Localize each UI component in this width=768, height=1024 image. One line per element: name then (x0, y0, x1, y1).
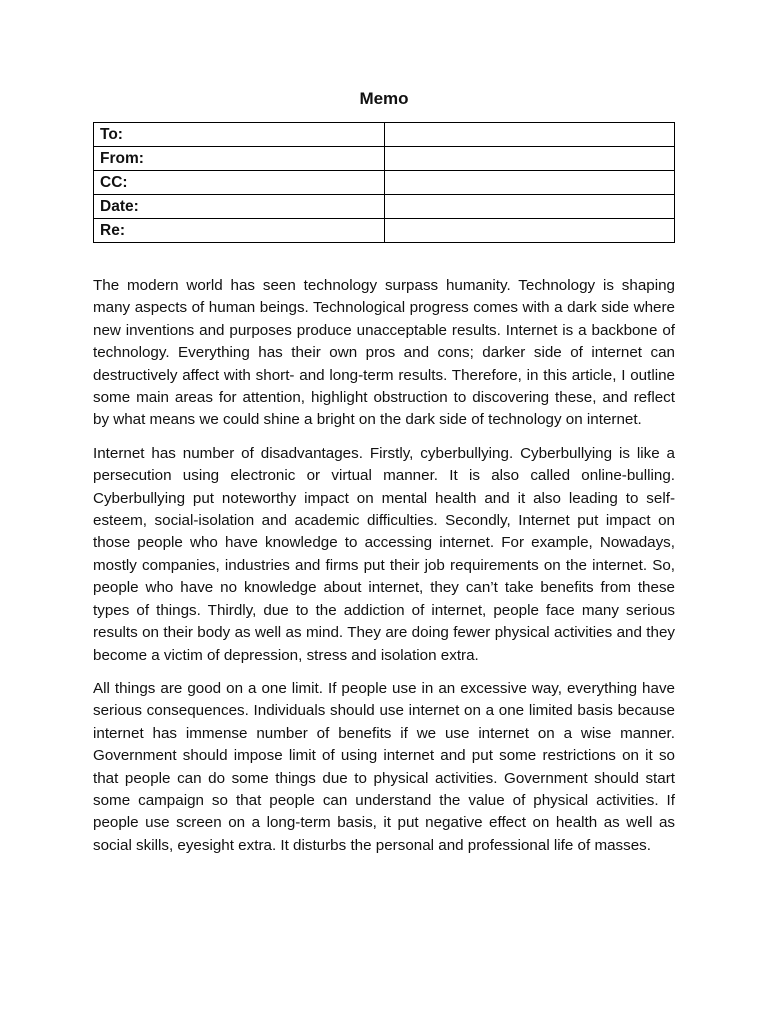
memo-field-value-re[interactable] (385, 219, 675, 243)
memo-paragraph-conclusion: All things are good on a one limit. If people use in an excessive way, everything have serious consequences. Individuals should use internet on a one limited basis because internet has immense number of benefits if we use internet on a wise manner. Government should impose limit of using internet and put some restrictions on it so that people can do some things due to physical activities. Government should start some campaign so that people can understand the value of physical activities. If people use screen on a long-term basis, it put negative effect on health as well as social skills, eyesight extra. It disturbs the personal and professional life of masses. (93, 679, 675, 854)
memo-field-value-to[interactable] (385, 123, 675, 147)
memo-field-value-cc[interactable] (385, 171, 675, 195)
memo-header-table (93, 122, 675, 243)
memo-field-row-from (94, 147, 675, 171)
memo-field-label-to: To: (94, 123, 385, 147)
memo-field-label-re: Re: (94, 219, 385, 243)
memo-page (93, 86, 675, 868)
memo-paragraph-intro: The modern world has seen technology surpass humanity. Technology is shaping many aspects of human beings. Technological progress comes with a dark side where new inventions and purposes produce unacceptable results. Internet is a backbone of technology. Everything has their own pros and cons; darker side of internet can destructively affect with short- and long-term results. Therefore, in this article, I outline some main areas for attention, highlight obstruction to discovering these, and reflect by what means we could shine a bright on the dark side of technology on internet. (93, 277, 675, 429)
memo-field-row-re (94, 219, 675, 243)
memo-field-row-cc (94, 171, 675, 195)
memo-field-value-date[interactable] (385, 195, 675, 219)
memo-field-label-date: Date: (94, 195, 385, 219)
memo-body (93, 275, 675, 857)
memo-field-row-to (94, 123, 675, 147)
memo-field-value-from[interactable] (385, 147, 675, 171)
memo-field-label-from: From: (94, 147, 385, 171)
memo-paragraph-disadvantages: Internet has number of disadvantages. Firstly, cyberbullying. Cyberbullying is like a persecution using electronic or virtual manner. It is also called online-bulling. Cyberbullying put noteworthy impact on mental health and it also leading to self-esteem, social-isolation and academic difficulties. Secondly, Internet put impact on those people who have knowledge to accessing internet. For example, Nowadays, mostly companies, industries and firms put their job requirements on the internet. So, people who have no knowledge about internet, they can’t take benefits from these types of things. Thirdly, due to the addiction of internet, people face many serious results on their body as well as mind. They are doing fewer physical activities and they become a victim of depression, stress and isolation extra. (93, 444, 675, 664)
memo-field-label-cc: CC: (94, 171, 385, 195)
memo-field-row-date (94, 195, 675, 219)
memo-title: Memo (359, 89, 409, 108)
